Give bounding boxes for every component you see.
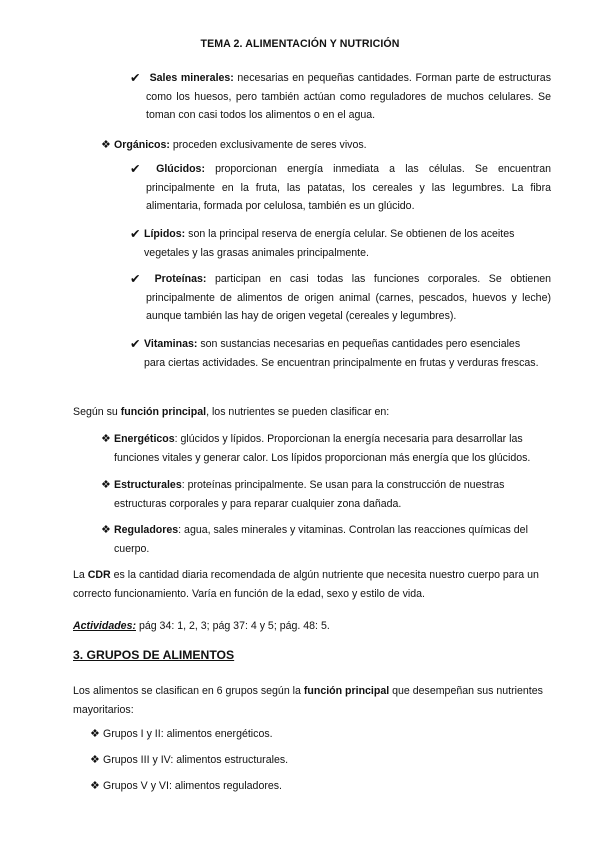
energeticos-paragraph: [114, 430, 562, 467]
group-list-item: Grupos III y IV: alimentos estructurales.: [103, 754, 289, 766]
page-title: TEMA 2. ALIMENTACIÓN Y NUTRICIÓN: [200, 38, 400, 50]
funcion-intro: [73, 403, 553, 422]
lipidos-text: son la principal reserva de energía celular. Se obtienen de los aceites vegetales y las grasas animales principalmente.: [144, 228, 515, 259]
checkmark-icon: ✔: [130, 227, 141, 241]
proteinas-text: participan en casi todas las funciones corporales. Se obtienen principalmente de alimentos de origen animal (carnes, pescados, huevos y leche) aunque también las hay de origen vegetal (cereales y legumbres).: [146, 273, 551, 322]
sales-minerales-text: necesarias en pequeñas cantidades. Forman parte de estructuras como los huesos, pero también actúan como reguladores de muchos celulares. Se toman con casi todos los alimentos o en el agua.: [146, 72, 551, 121]
checkmark-icon: ✔: [130, 272, 141, 286]
section-heading: 3. GRUPOS DE ALIMENTOS: [73, 648, 235, 662]
actividades-text: pág 34: 1, 2, 3; pág 37: 4 y 5; pág. 48: 5.: [136, 620, 330, 632]
checkmark-icon: ✔: [130, 337, 141, 351]
diamond-bullet-icon: ❖: [101, 524, 111, 536]
vitaminas-text: son sustancias necesarias en pequeñas cantidades pero esenciales para ciertas actividades. Se encuentran principalmente en frutas y verduras frescas.: [144, 338, 539, 369]
group-list-item: Grupos I y II: alimentos energéticos.: [103, 728, 273, 740]
glucidos-text: proporcionan energía inmediata a las células. Se encuentran principalmente en la fruta, las patatas, los cereales y las legumbres. La fibra alimentaria, formada por celulosa, también es un glúcido.: [146, 163, 551, 212]
diamond-bullet-icon: ❖: [90, 780, 100, 792]
organicos-term: Orgánicos:: [114, 139, 170, 151]
reguladores-paragraph: [114, 521, 562, 558]
lipidos-term: Lípidos:: [144, 228, 186, 240]
diamond-bullet-icon: ❖: [101, 139, 111, 151]
checkmark-icon: ✔: [130, 71, 141, 85]
funcion-intro-term: función principal: [120, 406, 207, 418]
reguladores-text: : agua, sales minerales y vitaminas. Controlan las reacciones químicas del cuerpo.: [114, 524, 528, 555]
cdr-paragraph: [73, 566, 548, 603]
cdr-term: CDR: [87, 569, 111, 581]
section3-intro: [73, 682, 543, 719]
vitaminas-paragraph: [144, 335, 544, 372]
glucidos-paragraph: [146, 160, 551, 216]
actividades-label: Actividades:: [73, 620, 136, 632]
actividades-line: [73, 617, 548, 636]
sales-minerales-paragraph: [146, 69, 551, 125]
diamond-bullet-icon: ❖: [90, 728, 100, 740]
estructurales-paragraph: [114, 476, 544, 513]
glucidos-term: Glúcidos:: [156, 163, 205, 175]
section3-intro-pre: Los alimentos se clasifican en 6 grupos según la: [73, 685, 304, 697]
sales-minerales-term: Sales minerales:: [149, 72, 234, 84]
diamond-bullet-icon: ❖: [90, 754, 100, 766]
energeticos-text: : glúcidos y lípidos. Proporcionan la energía necesaria para desarrollar las funciones vitales y generar calor. Los lípidos proporcionan más energía que los glúcidos.: [114, 433, 531, 464]
reguladores-term: Reguladores: [114, 524, 179, 536]
diamond-bullet-icon: ❖: [101, 433, 111, 445]
section3-intro-term: función principal: [303, 685, 390, 697]
diamond-bullet-icon: ❖: [101, 479, 111, 491]
estructurales-text: : proteínas principalmente. Se usan para la construcción de nuestras estructuras corporales y para reparar cualquier zona dañada.: [114, 479, 505, 510]
cdr-text: es la cantidad diaria recomendada de algún nutriente que necesita nuestro cuerpo para un correcto funcionamiento. Varía en función de la edad, sexo y estilo de vida.: [73, 569, 539, 600]
checkmark-icon: ✔: [130, 162, 141, 176]
proteinas-term: Proteínas:: [154, 273, 207, 285]
cdr-pre: La: [73, 569, 88, 581]
energeticos-term: Energéticos: [114, 433, 175, 445]
organicos-text: proceden exclusivamente de seres vivos.: [169, 139, 367, 151]
organicos-paragraph: [114, 136, 554, 155]
funcion-intro-pre: Según su: [73, 406, 121, 418]
group-list-item: Grupos V y VI: alimentos reguladores.: [103, 780, 283, 792]
section3-intro-post: que desempeñan sus nutrientes mayoritarios:: [73, 685, 543, 716]
estructurales-term: Estructurales: [114, 479, 182, 491]
proteinas-paragraph: [146, 270, 551, 326]
vitaminas-term: Vitaminas:: [144, 338, 198, 350]
lipidos-paragraph: [144, 225, 544, 262]
funcion-intro-post: , los nutrientes se pueden clasificar en:: [206, 406, 390, 418]
